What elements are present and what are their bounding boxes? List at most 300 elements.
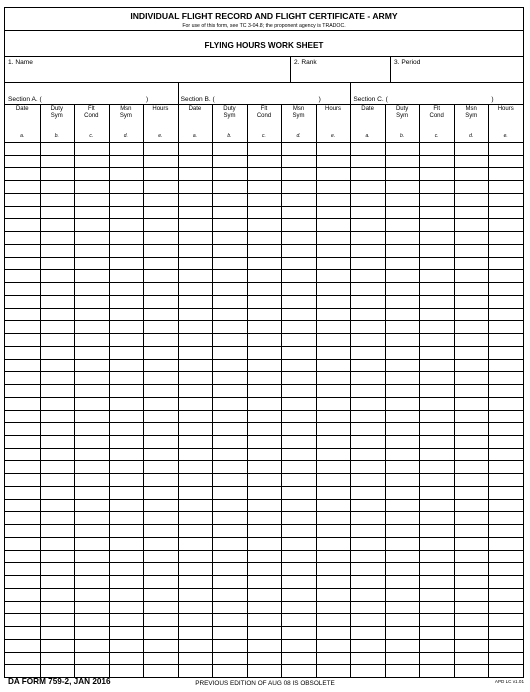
table-cell[interactable] (213, 143, 246, 154)
table-cell[interactable] (179, 156, 212, 167)
table-cell[interactable] (144, 296, 177, 307)
table-cell[interactable] (213, 385, 246, 396)
table-cell[interactable] (213, 627, 246, 638)
table-cell[interactable] (110, 207, 143, 218)
table-cell[interactable] (41, 653, 74, 664)
table-cell[interactable] (317, 653, 350, 664)
table-cell[interactable] (213, 563, 246, 574)
table-cell[interactable] (144, 181, 177, 192)
table-cell[interactable] (179, 525, 212, 536)
table-cell[interactable] (213, 347, 246, 358)
table-cell[interactable] (455, 398, 488, 409)
table-cell[interactable] (75, 181, 108, 192)
table-cell[interactable] (420, 321, 453, 332)
table-cell[interactable] (420, 385, 453, 396)
table-cell[interactable] (420, 665, 453, 676)
table-cell[interactable] (317, 232, 350, 243)
table-cell[interactable] (455, 653, 488, 664)
table-cell[interactable] (317, 309, 350, 320)
table-cell[interactable] (386, 653, 419, 664)
table-cell[interactable] (110, 156, 143, 167)
table-cell[interactable] (213, 219, 246, 230)
table-cell[interactable] (455, 309, 488, 320)
table-cell[interactable] (420, 563, 453, 574)
table-cell[interactable] (282, 207, 315, 218)
table-cell[interactable] (351, 525, 384, 536)
table-cell[interactable] (41, 411, 74, 422)
table-cell[interactable] (110, 385, 143, 396)
table-cell[interactable] (455, 258, 488, 269)
table-cell[interactable] (455, 449, 488, 460)
table-cell[interactable] (351, 334, 384, 345)
table-cell[interactable] (41, 181, 74, 192)
table-cell[interactable] (351, 398, 384, 409)
table-cell[interactable] (6, 627, 39, 638)
table-cell[interactable] (110, 296, 143, 307)
table-cell[interactable] (179, 627, 212, 638)
table-cell[interactable] (144, 168, 177, 179)
table-cell[interactable] (420, 411, 453, 422)
table-cell[interactable] (317, 665, 350, 676)
table-cell[interactable] (75, 500, 108, 511)
table-cell[interactable] (144, 602, 177, 613)
table-cell[interactable] (213, 474, 246, 485)
table-cell[interactable] (489, 627, 522, 638)
table-cell[interactable] (386, 449, 419, 460)
table-cell[interactable] (144, 449, 177, 460)
table-cell[interactable] (420, 589, 453, 600)
table-cell[interactable] (282, 143, 315, 154)
table-cell[interactable] (386, 258, 419, 269)
table-cell[interactable] (110, 538, 143, 549)
table-cell[interactable] (420, 602, 453, 613)
table-cell[interactable] (455, 423, 488, 434)
table-cell[interactable] (420, 576, 453, 587)
table-cell[interactable] (75, 665, 108, 676)
table-cell[interactable] (41, 258, 74, 269)
table-cell[interactable] (41, 232, 74, 243)
table-cell[interactable] (455, 500, 488, 511)
table-cell[interactable] (248, 309, 281, 320)
table-cell[interactable] (6, 194, 39, 205)
table-cell[interactable] (351, 321, 384, 332)
table-cell[interactable] (110, 334, 143, 345)
table-cell[interactable] (110, 372, 143, 383)
table-cell[interactable] (455, 156, 488, 167)
table-cell[interactable] (420, 653, 453, 664)
table-cell[interactable] (110, 143, 143, 154)
table-cell[interactable] (351, 232, 384, 243)
table-cell[interactable] (248, 474, 281, 485)
table-cell[interactable] (248, 640, 281, 651)
table-cell[interactable] (282, 181, 315, 192)
table-cell[interactable] (213, 512, 246, 523)
table-cell[interactable] (420, 296, 453, 307)
table-cell[interactable] (282, 360, 315, 371)
table-cell[interactable] (213, 602, 246, 613)
table-cell[interactable] (6, 487, 39, 498)
table-cell[interactable] (75, 614, 108, 625)
table-cell[interactable] (455, 360, 488, 371)
table-cell[interactable] (248, 627, 281, 638)
table-cell[interactable] (179, 398, 212, 409)
table-cell[interactable] (351, 512, 384, 523)
table-cell[interactable] (282, 385, 315, 396)
table-cell[interactable] (489, 576, 522, 587)
table-cell[interactable] (420, 168, 453, 179)
table-cell[interactable] (282, 411, 315, 422)
table-cell[interactable] (110, 665, 143, 676)
table-cell[interactable] (75, 461, 108, 472)
table-cell[interactable] (248, 168, 281, 179)
table-cell[interactable] (386, 589, 419, 600)
table-cell[interactable] (110, 512, 143, 523)
table-cell[interactable] (41, 640, 74, 651)
table-cell[interactable] (420, 474, 453, 485)
table-cell[interactable] (455, 219, 488, 230)
table-cell[interactable] (420, 334, 453, 345)
table-cell[interactable] (317, 181, 350, 192)
table-cell[interactable] (351, 309, 384, 320)
table-cell[interactable] (6, 258, 39, 269)
table-cell[interactable] (248, 487, 281, 498)
table-cell[interactable] (6, 181, 39, 192)
table-cell[interactable] (179, 309, 212, 320)
table-cell[interactable] (75, 653, 108, 664)
table-cell[interactable] (110, 258, 143, 269)
table-cell[interactable] (386, 143, 419, 154)
table-cell[interactable] (144, 411, 177, 422)
table-cell[interactable] (248, 500, 281, 511)
table-cell[interactable] (41, 589, 74, 600)
table-cell[interactable] (489, 436, 522, 447)
table-cell[interactable] (489, 487, 522, 498)
table-cell[interactable] (75, 232, 108, 243)
table-cell[interactable] (351, 385, 384, 396)
table-cell[interactable] (420, 525, 453, 536)
table-cell[interactable] (144, 372, 177, 383)
table-cell[interactable] (351, 360, 384, 371)
table-cell[interactable] (213, 653, 246, 664)
table-cell[interactable] (6, 512, 39, 523)
table-cell[interactable] (351, 538, 384, 549)
table-cell[interactable] (420, 449, 453, 460)
table-cell[interactable] (386, 461, 419, 472)
table-cell[interactable] (351, 270, 384, 281)
table-cell[interactable] (179, 436, 212, 447)
table-cell[interactable] (6, 423, 39, 434)
table-cell[interactable] (248, 385, 281, 396)
table-cell[interactable] (6, 563, 39, 574)
table-cell[interactable] (282, 245, 315, 256)
table-cell[interactable] (6, 449, 39, 460)
table-cell[interactable] (213, 168, 246, 179)
table-cell[interactable] (351, 423, 384, 434)
table-cell[interactable] (351, 563, 384, 574)
table-cell[interactable] (386, 614, 419, 625)
table-cell[interactable] (489, 143, 522, 154)
table-cell[interactable] (489, 207, 522, 218)
table-cell[interactable] (41, 334, 74, 345)
table-cell[interactable] (75, 309, 108, 320)
table-cell[interactable] (248, 181, 281, 192)
table-cell[interactable] (351, 474, 384, 485)
table-cell[interactable] (144, 270, 177, 281)
table-cell[interactable] (6, 576, 39, 587)
table-cell[interactable] (75, 487, 108, 498)
table-cell[interactable] (213, 245, 246, 256)
table-cell[interactable] (75, 207, 108, 218)
table-cell[interactable] (6, 602, 39, 613)
table-cell[interactable] (420, 551, 453, 562)
table-cell[interactable] (282, 232, 315, 243)
table-cell[interactable] (455, 207, 488, 218)
table-cell[interactable] (282, 653, 315, 664)
table-cell[interactable] (179, 168, 212, 179)
table-cell[interactable] (179, 245, 212, 256)
table-cell[interactable] (110, 219, 143, 230)
table-cell[interactable] (179, 551, 212, 562)
table-cell[interactable] (386, 156, 419, 167)
table-cell[interactable] (317, 385, 350, 396)
table-cell[interactable] (489, 334, 522, 345)
table-cell[interactable] (179, 321, 212, 332)
table-cell[interactable] (179, 474, 212, 485)
table-cell[interactable] (144, 665, 177, 676)
table-cell[interactable] (386, 512, 419, 523)
table-cell[interactable] (144, 551, 177, 562)
table-cell[interactable] (6, 461, 39, 472)
table-cell[interactable] (455, 347, 488, 358)
table-cell[interactable] (75, 385, 108, 396)
table-cell[interactable] (420, 360, 453, 371)
table-cell[interactable] (179, 665, 212, 676)
table-cell[interactable] (282, 512, 315, 523)
table-cell[interactable] (317, 156, 350, 167)
table-cell[interactable] (455, 181, 488, 192)
table-cell[interactable] (489, 168, 522, 179)
table-cell[interactable] (144, 156, 177, 167)
table-cell[interactable] (386, 181, 419, 192)
table-cell[interactable] (455, 296, 488, 307)
table-cell[interactable] (6, 232, 39, 243)
table-cell[interactable] (144, 589, 177, 600)
table-cell[interactable] (110, 309, 143, 320)
table-cell[interactable] (6, 653, 39, 664)
table-cell[interactable] (179, 538, 212, 549)
table-cell[interactable] (144, 512, 177, 523)
table-cell[interactable] (213, 589, 246, 600)
table-cell[interactable] (420, 156, 453, 167)
table-cell[interactable] (317, 538, 350, 549)
table-cell[interactable] (317, 461, 350, 472)
table-cell[interactable] (41, 385, 74, 396)
table-cell[interactable] (144, 385, 177, 396)
table-cell[interactable] (110, 525, 143, 536)
table-cell[interactable] (75, 474, 108, 485)
table-cell[interactable] (179, 576, 212, 587)
table-cell[interactable] (386, 296, 419, 307)
table-cell[interactable] (248, 576, 281, 587)
table-cell[interactable] (351, 245, 384, 256)
table-cell[interactable] (317, 525, 350, 536)
table-cell[interactable] (420, 487, 453, 498)
table-cell[interactable] (110, 653, 143, 664)
table-cell[interactable] (248, 156, 281, 167)
table-cell[interactable] (248, 512, 281, 523)
table-cell[interactable] (317, 270, 350, 281)
table-cell[interactable] (351, 487, 384, 498)
table-cell[interactable] (213, 296, 246, 307)
table-cell[interactable] (6, 270, 39, 281)
table-cell[interactable] (144, 538, 177, 549)
table-cell[interactable] (6, 385, 39, 396)
table-cell[interactable] (110, 168, 143, 179)
table-cell[interactable] (420, 219, 453, 230)
table-cell[interactable] (41, 461, 74, 472)
table-cell[interactable] (179, 640, 212, 651)
table-cell[interactable] (41, 576, 74, 587)
table-cell[interactable] (282, 525, 315, 536)
table-cell[interactable] (420, 640, 453, 651)
table-cell[interactable] (455, 614, 488, 625)
table-cell[interactable] (144, 500, 177, 511)
table-cell[interactable] (75, 245, 108, 256)
table-cell[interactable] (351, 372, 384, 383)
table-cell[interactable] (282, 347, 315, 358)
table-cell[interactable] (110, 449, 143, 460)
table-cell[interactable] (179, 296, 212, 307)
table-cell[interactable] (144, 207, 177, 218)
table-cell[interactable] (420, 347, 453, 358)
table-cell[interactable] (41, 219, 74, 230)
table-cell[interactable] (351, 194, 384, 205)
table-cell[interactable] (455, 194, 488, 205)
table-cell[interactable] (282, 551, 315, 562)
table-cell[interactable] (351, 627, 384, 638)
table-cell[interactable] (41, 372, 74, 383)
table-cell[interactable] (110, 283, 143, 294)
table-cell[interactable] (386, 283, 419, 294)
table-cell[interactable] (75, 270, 108, 281)
table-cell[interactable] (420, 398, 453, 409)
table-cell[interactable] (41, 168, 74, 179)
table-cell[interactable] (489, 360, 522, 371)
table-cell[interactable] (144, 461, 177, 472)
table-cell[interactable] (282, 500, 315, 511)
table-cell[interactable] (75, 347, 108, 358)
table-cell[interactable] (317, 219, 350, 230)
table-cell[interactable] (282, 449, 315, 460)
table-cell[interactable] (144, 283, 177, 294)
table-cell[interactable] (144, 360, 177, 371)
table-cell[interactable] (213, 411, 246, 422)
table-cell[interactable] (144, 640, 177, 651)
table-cell[interactable] (386, 411, 419, 422)
table-cell[interactable] (282, 461, 315, 472)
table-cell[interactable] (41, 474, 74, 485)
table-cell[interactable] (317, 168, 350, 179)
table-cell[interactable] (179, 194, 212, 205)
table-cell[interactable] (144, 563, 177, 574)
table-cell[interactable] (282, 168, 315, 179)
table-cell[interactable] (41, 245, 74, 256)
table-cell[interactable] (248, 589, 281, 600)
table-cell[interactable] (282, 563, 315, 574)
table-cell[interactable] (213, 525, 246, 536)
table-cell[interactable] (351, 219, 384, 230)
table-cell[interactable] (420, 181, 453, 192)
table-cell[interactable] (248, 372, 281, 383)
table-cell[interactable] (75, 219, 108, 230)
table-cell[interactable] (420, 258, 453, 269)
table-cell[interactable] (386, 334, 419, 345)
table-cell[interactable] (248, 270, 281, 281)
table-cell[interactable] (6, 589, 39, 600)
table-cell[interactable] (248, 602, 281, 613)
table-cell[interactable] (213, 640, 246, 651)
table-cell[interactable] (110, 461, 143, 472)
table-cell[interactable] (41, 538, 74, 549)
table-cell[interactable] (75, 143, 108, 154)
table-cell[interactable] (282, 665, 315, 676)
table-cell[interactable] (248, 461, 281, 472)
table-cell[interactable] (351, 589, 384, 600)
table-cell[interactable] (110, 245, 143, 256)
table-cell[interactable] (6, 347, 39, 358)
table-cell[interactable] (75, 538, 108, 549)
table-cell[interactable] (248, 207, 281, 218)
table-cell[interactable] (282, 321, 315, 332)
table-cell[interactable] (282, 589, 315, 600)
table-cell[interactable] (213, 461, 246, 472)
table-cell[interactable] (75, 258, 108, 269)
table-cell[interactable] (317, 627, 350, 638)
table-cell[interactable] (248, 436, 281, 447)
table-cell[interactable] (213, 156, 246, 167)
table-cell[interactable] (489, 398, 522, 409)
table-cell[interactable] (6, 168, 39, 179)
table-cell[interactable] (420, 627, 453, 638)
table-cell[interactable] (41, 525, 74, 536)
table-cell[interactable] (282, 194, 315, 205)
table-cell[interactable] (144, 525, 177, 536)
table-cell[interactable] (420, 270, 453, 281)
table-cell[interactable] (41, 449, 74, 460)
table-cell[interactable] (6, 296, 39, 307)
table-cell[interactable] (317, 321, 350, 332)
table-cell[interactable] (317, 640, 350, 651)
table-cell[interactable] (41, 156, 74, 167)
table-cell[interactable] (386, 500, 419, 511)
table-cell[interactable] (110, 181, 143, 192)
table-cell[interactable] (455, 321, 488, 332)
table-cell[interactable] (144, 627, 177, 638)
table-cell[interactable] (489, 423, 522, 434)
table-cell[interactable] (455, 665, 488, 676)
table-cell[interactable] (455, 512, 488, 523)
table-cell[interactable] (110, 500, 143, 511)
table-cell[interactable] (248, 334, 281, 345)
table-cell[interactable] (455, 538, 488, 549)
table-cell[interactable] (213, 449, 246, 460)
table-cell[interactable] (41, 270, 74, 281)
table-cell[interactable] (489, 525, 522, 536)
table-cell[interactable] (41, 436, 74, 447)
table-cell[interactable] (110, 360, 143, 371)
table-cell[interactable] (179, 614, 212, 625)
table-cell[interactable] (179, 283, 212, 294)
